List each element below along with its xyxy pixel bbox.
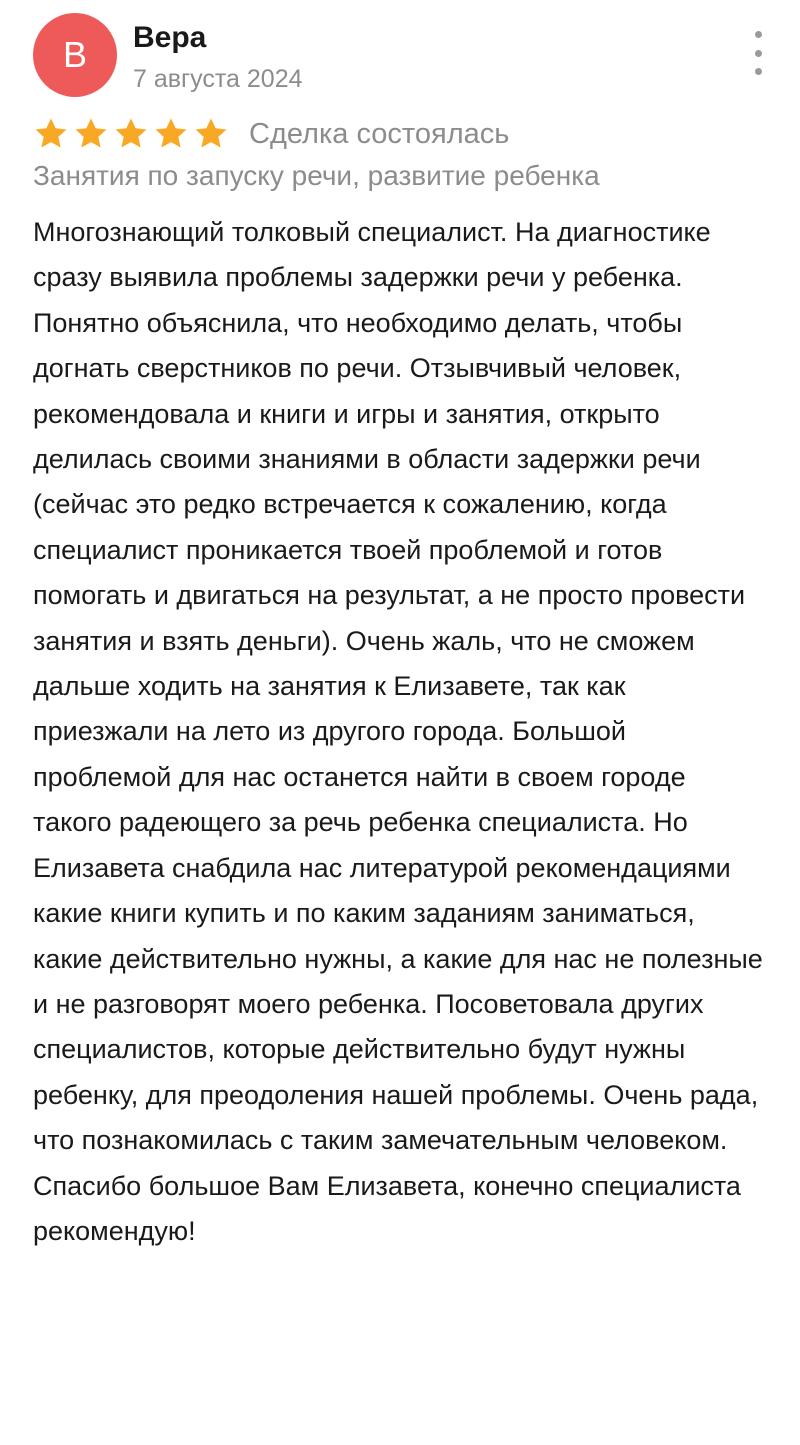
- author-name[interactable]: Вера: [133, 21, 207, 54]
- star-icon: [113, 116, 149, 152]
- star-rating: [33, 116, 229, 152]
- review-header: [33, 13, 773, 97]
- deal-status: Сделка состоялась: [249, 117, 510, 150]
- star-icon: [33, 116, 69, 152]
- more-vertical-icon-dot: [755, 50, 762, 57]
- avatar[interactable]: [33, 13, 117, 97]
- star-icon: [153, 116, 189, 152]
- more-vertical-icon-dot: [755, 68, 762, 75]
- review-text: Многознающий толковый специалист. На диагностике сразу выявила проблемы задержки речи у ребенка. Понятно объяснила, что необходимо делать, чтобы догнать сверстников по речи. Отзывчивый человек, рекомендовала и книги и игры и занятия, открыто делилась своими знаниями в области задержки речи (сейчас это редко встречается к сожалению, когда специалист проникается твоей проблемой и готов помогать и двигаться на результат, а не просто провести занятия и взять деньги). Очень жаль, что не сможем дальше ходить на занятия к Елизавете, так как приезжали на лето из другого города. Большой проблемой для нас останется найти в своем городе такого радеющего за речь ребенка специалиста. Но Елизавета снабдила нас литературой рекомендациями какие книги купить и по каким заданиям заниматься, какие действительно нужны, а какие для нас не полезные и не разговорят моего ребенка. Посоветовала других специалистов, которые действительно будут нужны ребенку, для преодоления нашей проблемы. Очень рада, что познакомилась с таким замечательным человеком. Спасибо большое Вам Елизавета, конечно специалиста рекомендую!: [33, 217, 763, 1246]
- service-name: Занятия по запуску речи, развитие ребенка: [33, 160, 600, 191]
- rating-row: [33, 113, 509, 155]
- avatar-initial: В: [62, 34, 87, 75]
- more-options-button[interactable]: [743, 31, 773, 75]
- star-icon: [193, 116, 229, 152]
- review-date: 7 августа 2024: [133, 65, 303, 93]
- star-icon: [73, 116, 109, 152]
- more-vertical-icon: [755, 31, 762, 38]
